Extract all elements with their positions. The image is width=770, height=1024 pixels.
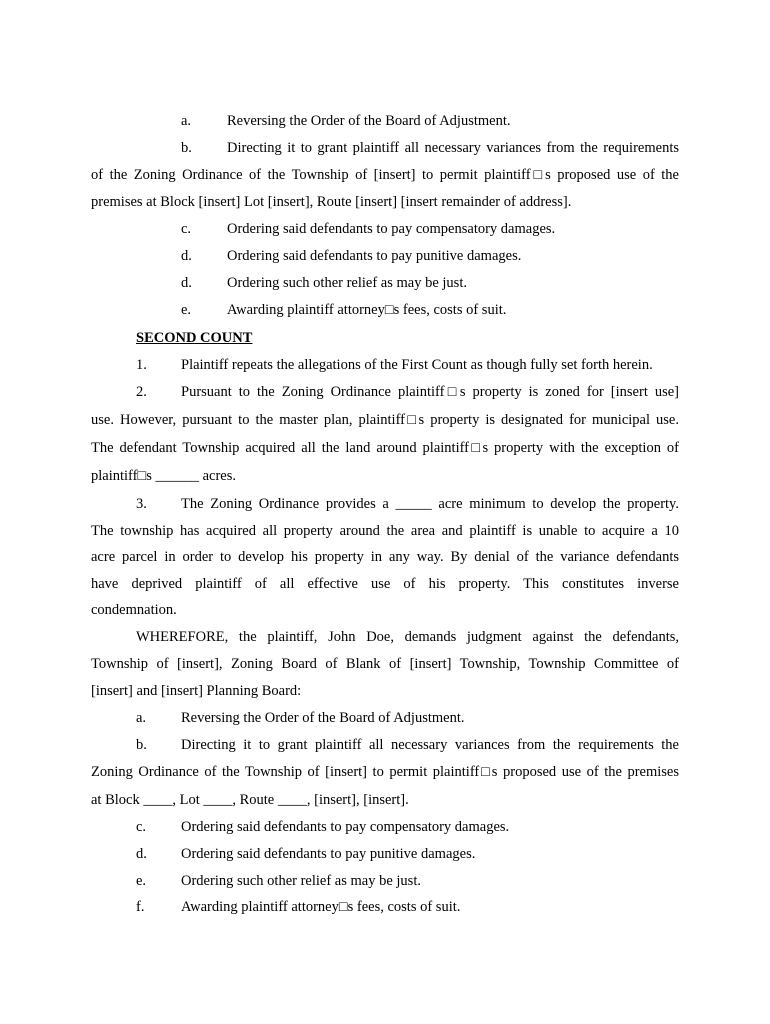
relief-item-text: Zoning Ordinance of the Township of [insert] to permit plaintiff□s proposed use of the premises <box>91 764 679 780</box>
wherefore-clause: Township of [insert], Zoning Board of Blank of [insert] Township, Township Committee of <box>91 656 679 672</box>
relief-label: d. <box>181 248 192 264</box>
relief-item-text: Directing it to grant plaintiff all necessary variances from the requirements <box>227 140 679 156</box>
paragraph-text: The Zoning Ordinance provides a _____ acre minimum to develop the property. <box>181 496 679 512</box>
paragraph-text: plaintiff□s ______ acres. <box>91 468 236 484</box>
relief-label: e. <box>181 302 192 318</box>
wherefore-clause: WHEREFORE, the plaintiff, John Doe, demands judgment against the defendants, <box>136 629 679 645</box>
relief-item-text: Reversing the Order of the Board of Adjustment. <box>181 710 465 726</box>
paragraph-text: Pursuant to the Zoning Ordinance plaintiff□s property is zoned for [insert use] <box>181 384 679 400</box>
relief-label: e. <box>136 873 147 889</box>
relief-label: c. <box>136 819 147 835</box>
relief-item-text: premises at Block [insert] Lot [insert], Route [insert] [insert remainder of address]. <box>91 194 572 210</box>
section-heading: SECOND COUNT <box>136 330 253 346</box>
wherefore-clause: [insert] and [insert] Planning Board: <box>91 683 302 699</box>
paragraph-text: condemnation. <box>91 602 177 618</box>
relief-label: c. <box>181 221 192 237</box>
paragraph-text: The defendant Township acquired all the land around plaintiff□s property with the exception of <box>91 440 679 456</box>
relief-item-text: Ordering said defendants to pay compensatory damages. <box>227 221 556 237</box>
relief-item-text: Awarding plaintiff attorney□s fees, costs of suit. <box>181 899 461 915</box>
relief-label: d. <box>136 846 147 862</box>
relief-label: b. <box>136 737 147 753</box>
paragraph-text: The township has acquired all property around the area and plaintiff is unable to acquire a 10 <box>91 523 679 539</box>
relief-item-text: at Block ____, Lot ____, Route ____, [insert], [insert]. <box>91 792 409 808</box>
relief-item-text: Ordering said defendants to pay punitive damages. <box>181 846 476 862</box>
relief-item-text: Awarding plaintiff attorney□s fees, costs of suit. <box>227 302 507 318</box>
relief-label: a. <box>181 113 192 129</box>
relief-item-text: Reversing the Order of the Board of Adjustment. <box>227 113 511 129</box>
relief-label: f. <box>136 899 145 915</box>
paragraph-text: use. However, pursuant to the master plan, plaintiff□s property is designated for municipal use. <box>91 412 679 428</box>
paragraph-number: 3. <box>136 496 147 512</box>
paragraph-text: have deprived plaintiff of all effective use of his property. This constitutes inverse <box>91 576 679 592</box>
relief-item-text: Ordering such other relief as may be just. <box>227 275 467 291</box>
relief-label: a. <box>136 710 147 726</box>
paragraph-number: 2. <box>136 384 147 400</box>
relief-item-text: Ordering said defendants to pay compensatory damages. <box>181 819 510 835</box>
relief-item-text: Directing it to grant plaintiff all necessary variances from the requirements the <box>181 737 679 753</box>
relief-label: d. <box>181 275 192 291</box>
relief-item-text: of the Zoning Ordinance of the Township of [insert] to permit plaintiff□s proposed use of the <box>91 167 679 183</box>
paragraph-number: 1. <box>136 357 147 373</box>
relief-item-text: Ordering said defendants to pay punitive damages. <box>227 248 522 264</box>
paragraph-text: acre parcel in order to develop his property in any way. By denial of the variance defendants <box>91 549 679 565</box>
relief-label: b. <box>181 140 192 156</box>
relief-item-text: Ordering such other relief as may be just. <box>181 873 421 889</box>
paragraph-text: Plaintiff repeats the allegations of the First Count as though fully set forth herein. <box>181 357 653 373</box>
